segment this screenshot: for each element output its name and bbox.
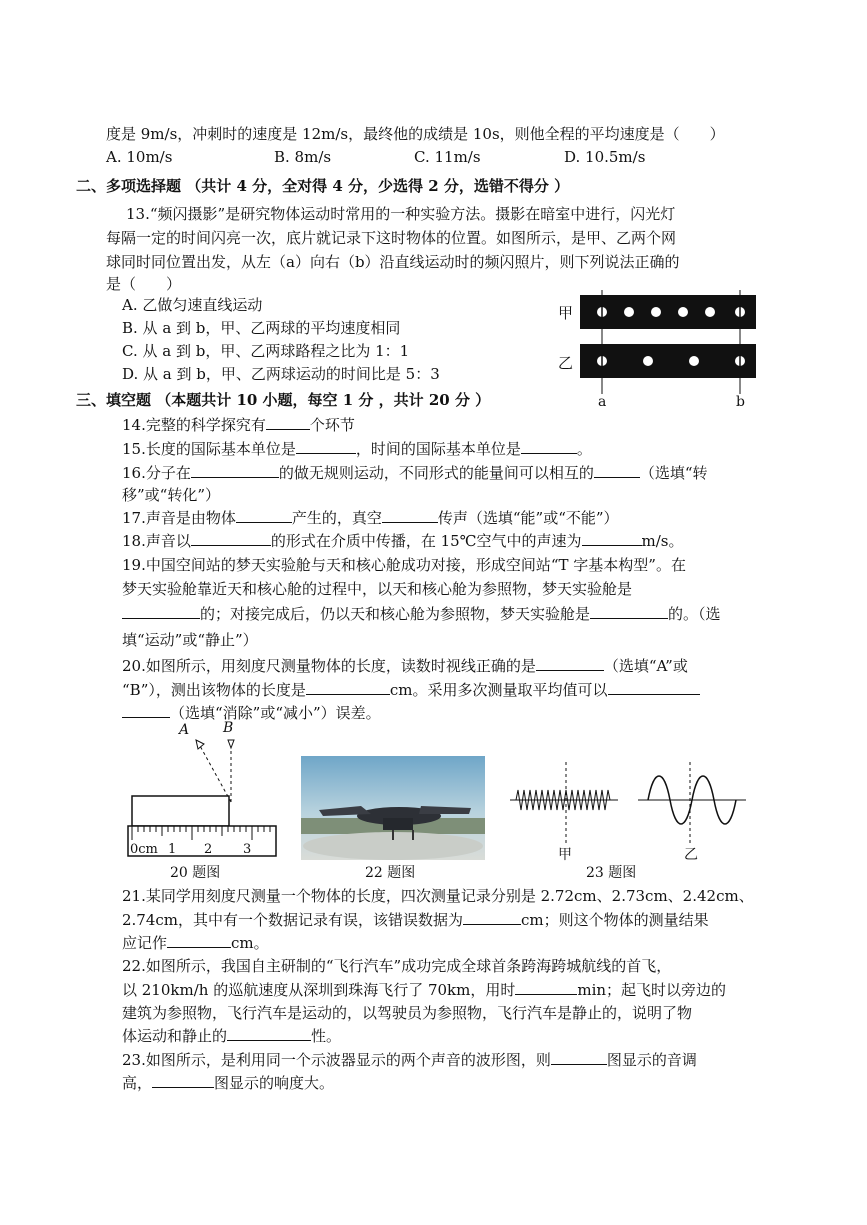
q23-blank-1 (551, 1050, 607, 1065)
q17-blank-1 (236, 508, 292, 523)
q18: 18.声音以 的形式在介质中传播，在 15℃空气中的声速为 m/s。 (122, 532, 684, 550)
figure-20-caption: 20 题图 (170, 865, 221, 881)
q14-blank (266, 415, 310, 430)
strobe-label-jia: 甲 (558, 304, 574, 322)
q16-line-2: 移”或“转化”） (122, 486, 221, 504)
q19-line-1: 19.中国空间站的梦天实验舱与天和核心舱成功对接，形成空间站“T 字基本构型”。在 (122, 556, 686, 574)
q17: 17.声音是由物体 产生的，真空 传声（选填“能”或“不能”） (122, 509, 619, 527)
q21-line-2: 2.74cm，其中有一个数据记录有误，该错误数据为 cm；则这个物体的测量结果 (122, 911, 709, 929)
q22-line-2: 以 210km/h 的巡航速度从深圳到珠海飞行了 70km，用时 min；起飞时以旁边的 (122, 981, 727, 999)
q23-line-2: 高， 图显示的响度大。 (122, 1074, 335, 1092)
q13-option-c: C. 从 a 到 b，甲、乙两球路程之比为 1：1 (122, 342, 410, 360)
q22-line-3: 建筑为参照物，飞行汽车是运动的，以驾驶员为参照物，飞行汽车是静止的，说明了物 (122, 1004, 693, 1022)
section-2-title: 二、多项选择题 （共计 4 分，全对得 4 分，少选得 2 分，选错不得分 ） (76, 177, 570, 195)
waveform-label-jia: 甲 (558, 847, 572, 863)
flying-car-photo (301, 756, 485, 860)
q22-line-1: 22.如图所示，我国自主研制的“飞行汽车”成功完成全球首条跨海跨城航线的首飞， (122, 957, 672, 975)
q13-line-4: 是（ ） (106, 275, 182, 293)
figure-22-caption: 22 题图 (365, 865, 416, 881)
ruler-tick-0: 0cm (130, 842, 158, 857)
sight-line-a-label: A (179, 722, 190, 738)
q22-blank-1 (515, 980, 577, 995)
waveform-figure (508, 760, 748, 864)
strobe-label-a: a (598, 394, 607, 410)
q13-option-d: D. 从 a 到 b，甲、乙两球运动的时间比是 5：3 (122, 365, 440, 383)
q12-option-d: D. 10.5m/s (564, 148, 646, 166)
q21-blank-2 (167, 933, 231, 948)
q13-option-b: B. 从 a 到 b，甲、乙两球的平均速度相同 (122, 319, 401, 337)
strobe-photo-figure (556, 290, 766, 412)
q23-blank-2 (152, 1073, 214, 1088)
ruler-tick-2: 2 (204, 842, 213, 857)
q19-line-3: 的；对接完成后，仍以天和核心舱为参照物，梦天实验舱是 的。（选 (122, 604, 721, 624)
strobe-label-b: b (736, 394, 745, 410)
sight-line-b-label: B (223, 720, 234, 736)
ruler-tick-3: 3 (243, 842, 252, 857)
q15: 15.长度的国际基本单位是 ，时间的国际基本单位是 。 (122, 440, 592, 458)
q20-blank-2 (306, 680, 390, 695)
q12-option-a: A. 10m/s (106, 148, 173, 166)
q15-blank-2 (521, 439, 577, 454)
q22-line-4: 体运动和静止的 性。 (122, 1027, 342, 1045)
q13-line-2: 每隔一定的时间闪亮一次，底片就记录下这时物体的位置。如图所示，是甲、乙两个网 (106, 229, 677, 247)
q18-blank-2 (582, 531, 642, 546)
figure-23-caption: 23 题图 (586, 865, 637, 881)
q20-line-3: （选填“消除”或“减小”）误差。 (122, 703, 381, 723)
q18-blank-1 (191, 531, 271, 546)
q13-line-3: 球同时同位置出发，从左（a）向右（b）沿直线运动时的频闪照片，则下列说法正确的 (106, 253, 680, 271)
section-3-title: 三、填空题 （本题共计 10 小题，每空 1 分 ，共计 20 分 ） (76, 391, 491, 409)
ruler-tick-1: 1 (168, 842, 177, 857)
ruler-figure (124, 722, 284, 862)
q16-blank-2 (594, 463, 640, 478)
strobe-label-yi: 乙 (558, 354, 574, 372)
q14: 14.完整的科学探究有 个环节 (122, 416, 355, 434)
q20-line-1: 20.如图所示，用刻度尺测量物体的长度，读数时视线正确的是 （选填“A”或 (122, 657, 688, 675)
waveform-label-yi: 乙 (684, 847, 698, 863)
q12-text: 度是 9m/s，冲刺时的速度是 12m/s，最终他的成绩是 10s，则他全程的平均速度是（ ） (106, 125, 725, 143)
q22-blank-2 (227, 1026, 311, 1041)
q20-blank-3 (608, 680, 700, 695)
q16: 16.分子在 的做无规则运动，不同形式的能量间可以相互的 （选填“转 (122, 464, 708, 482)
q15-blank-1 (296, 439, 356, 454)
q19-blank-2 (590, 604, 668, 619)
q21-line-3: 应记作 cm。 (122, 934, 269, 952)
q21-blank-1 (463, 910, 521, 925)
q19-line-2: 梦天实验舱靠近天和核心舱的过程中，以天和核心舱为参照物，梦天实验舱是 (122, 580, 633, 598)
q19-line-4: 填“运动”或“静止”） (122, 631, 258, 649)
q17-blank-2 (382, 508, 438, 523)
q12-option-c: C. 11m/s (414, 148, 481, 166)
q16-blank-1 (191, 463, 279, 478)
q20-line-2: “B”），测出该物体的长度是 cm。采用多次测量取平均值可以 (122, 680, 700, 700)
q13-option-a: A. 乙做匀速直线运动 (122, 296, 263, 314)
q12-option-b: B. 8m/s (274, 148, 332, 166)
q21-line-1: 21.某同学用刻度尺测量一个物体的长度，四次测量记录分别是 2.72cm、2.73cm、2.42cm、 (122, 887, 754, 905)
q13-line-1: 13.“频闪摄影”是研究物体运动时常用的一种实验方法。摄影在暗室中进行，闪光灯 (126, 205, 676, 223)
q23-line-1: 23.如图所示，是利用同一个示波器显示的两个声音的波形图，则 图显示的音调 (122, 1051, 697, 1069)
q20-blank-3b (122, 703, 170, 718)
q19-blank-1 (122, 604, 200, 619)
q20-blank-1 (536, 656, 604, 671)
